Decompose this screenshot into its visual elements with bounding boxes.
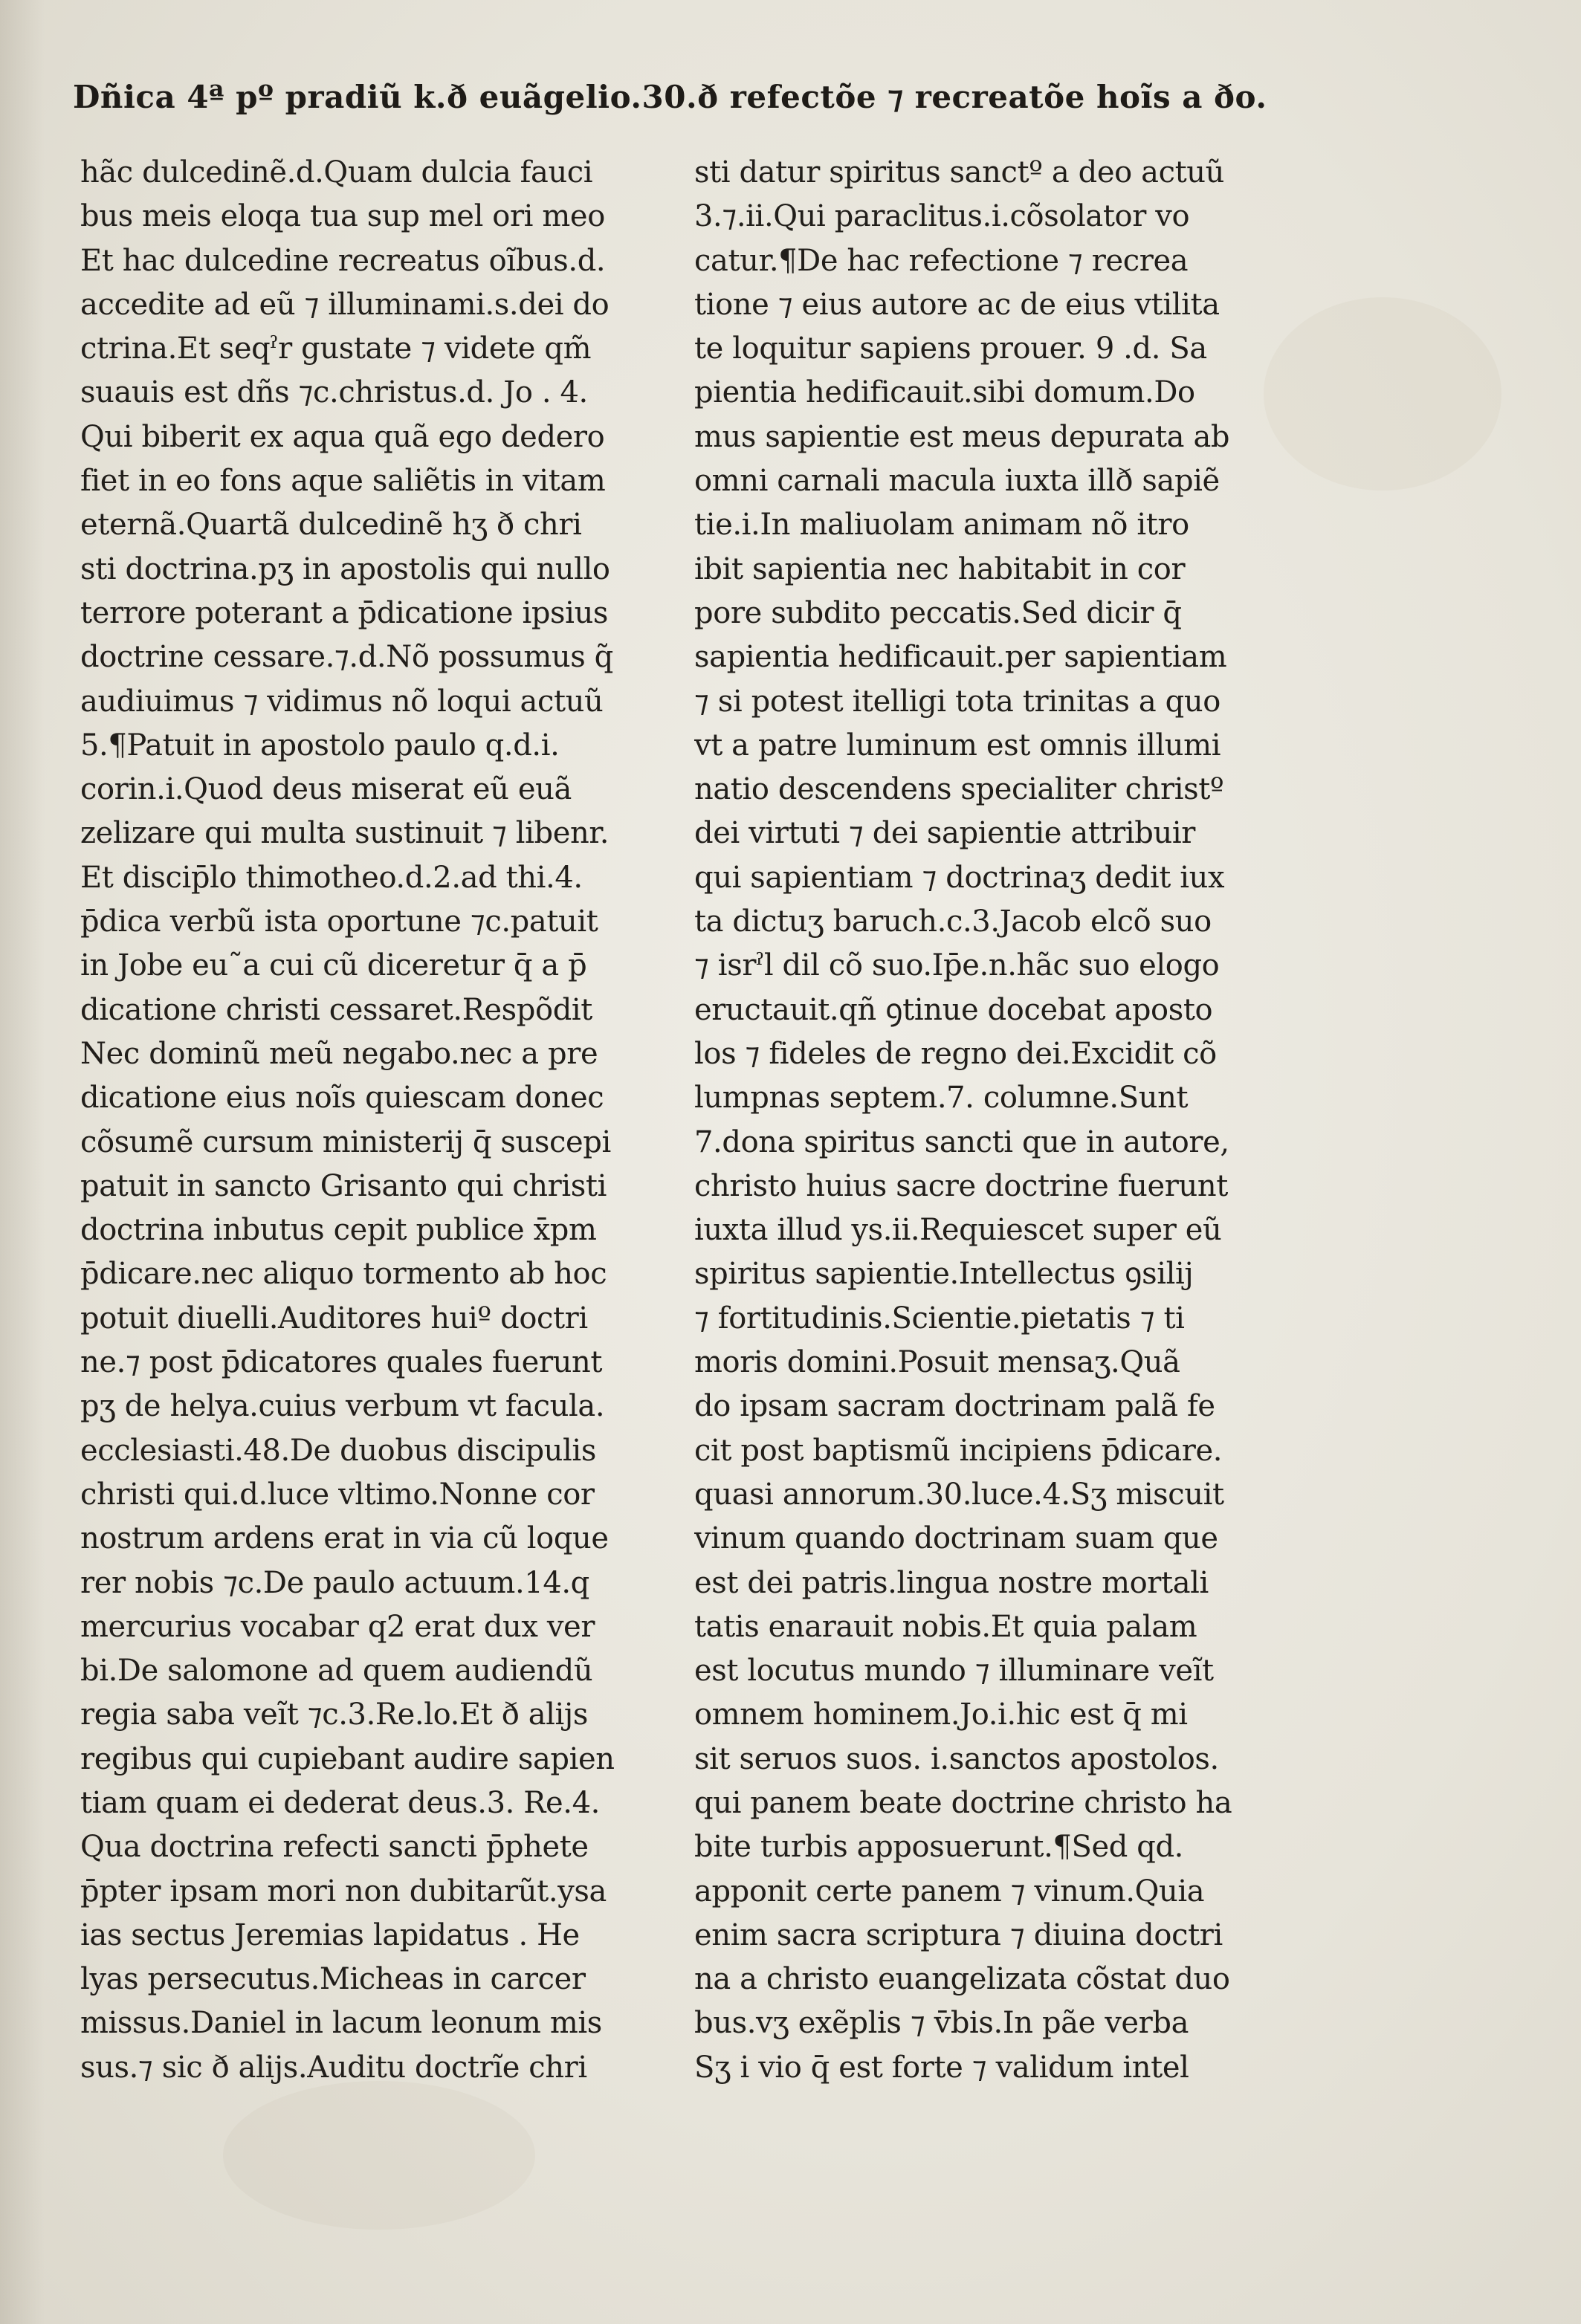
text-line: 7.dona spiritus sancti que in autore, xyxy=(694,1124,1229,1159)
text-line: bus.vʒ exẽplis ⁊ v̄bis.In pãe verba xyxy=(694,2006,1189,2041)
text-line: corin.i.Quod deus miserat eũ euã xyxy=(80,772,572,807)
text-line: ⁊ si potest itelligi tota trinitas a quo xyxy=(694,684,1220,719)
text-line: 5.¶Patuit in apostolo paulo q.d.i. xyxy=(80,728,560,763)
text-line: moris domini.Posuit mensaʒ.Quã xyxy=(694,1345,1180,1380)
text-line: rer nobis ⁊c.De paulo actuum.14.q xyxy=(80,1565,589,1600)
text-line: enim sacra scriptura ⁊ diuina doctri xyxy=(694,1917,1223,1952)
text-line: omni carnali macula iuxta illð sapiẽ xyxy=(694,464,1220,499)
text-line: regia saba veĩt ⁊c.3.Re.lo.Et ð alijs xyxy=(80,1697,589,1732)
text-line: dicatione christi cessaret.Respõdit xyxy=(80,992,592,1027)
text-line: eternã.Quartã dulcedinẽ hʒ ð chri xyxy=(80,508,582,543)
text-line: audiuimus ⁊ vidimus nõ loqui actuũ xyxy=(80,684,604,719)
text-line: terrore poterant a p̄dicatione ipsius xyxy=(80,595,609,630)
text-line: te loquitur sapiens prouer. 9 .d. Sa xyxy=(694,331,1207,366)
text-line: spiritus sapientie.Intellectus ꝯsilij xyxy=(694,1257,1194,1292)
text-line: lumpnas septem.7. columne.Sunt xyxy=(694,1081,1189,1116)
text-column-right xyxy=(694,151,1259,2090)
text-line: ⁊ isrˀl dil cõ suo.Ip̄e.n.hãc suo elogo xyxy=(694,948,1220,983)
text-line: Qui biberit ex aqua quã ego dedero xyxy=(80,419,605,454)
text-line: eructauit.qñ ꝯtinue docebat aposto xyxy=(694,992,1213,1027)
text-line: Nec dominũ meũ negabo.nec a pre xyxy=(80,1036,598,1071)
text-line: ⁊ fortitudinis.Scientie.pietatis ⁊ ti xyxy=(694,1301,1185,1336)
text-line: pʒ de helya.cuius verbum vt facula. xyxy=(80,1389,605,1424)
text-line: in Jobe eu˜a cui cũ diceretur q̄ a p̄ xyxy=(80,948,587,983)
text-line: 3.⁊.ii.Qui paraclitus.i.cõsolator vo xyxy=(694,199,1190,234)
text-line: dicatione eius noĩs quiescam donec xyxy=(80,1081,604,1116)
text-line: est locutus mundo ⁊ illuminare veĩt xyxy=(694,1654,1214,1689)
text-line: bus meis eloqa tua sup mel ori meo xyxy=(80,199,605,234)
text-column-left xyxy=(80,151,645,2090)
text-line: christo huius sacre doctrine fuerunt xyxy=(694,1168,1228,1203)
text-line: ta dictuʒ baruch.c.3.Jacob elcõ suo xyxy=(694,904,1212,939)
text-line: cit post baptismũ incipiens p̄dicare. xyxy=(694,1433,1223,1468)
text-line: sit seruos suos. i.sanctos apostolos. xyxy=(694,1741,1219,1776)
text-line: tatis enarauit nobis.Et quia palam xyxy=(694,1609,1197,1644)
paper-stain xyxy=(223,2081,535,2230)
text-line: omnem hominem.Jo.i.hic est q̄ mi xyxy=(694,1697,1188,1732)
text-line: hãc dulcedinẽ.d.Quam dulcia fauci xyxy=(80,155,593,190)
text-line: ne.⁊ post p̄dicatores quales fuerunt xyxy=(80,1345,603,1380)
text-line: natio descendens specialiter christº xyxy=(694,772,1224,807)
text-line: bi.De salomone ad quem audiendũ xyxy=(80,1654,593,1689)
text-line: pore subdito peccatis.Sed dicir q̄ xyxy=(694,595,1182,630)
text-line: vinum quando doctrinam suam que xyxy=(694,1521,1218,1556)
text-line: fiet in eo fons aque saliẽtis in vitam xyxy=(80,464,606,499)
text-line: regibus qui cupiebant audire sapien xyxy=(80,1741,615,1776)
text-line: na a christo euangelizata cõstat duo xyxy=(694,1962,1230,1997)
text-line: zelizare qui multa sustinuit ⁊ libenr. xyxy=(80,816,610,851)
text-line: p̄pter ipsam mori non dubitarũt.ysa xyxy=(80,1874,607,1909)
text-line: accedite ad eũ ⁊ illuminami.s.dei do xyxy=(80,287,610,322)
text-line: suauis est dñs ⁊c.christus.d. Jo . 4. xyxy=(80,375,588,410)
text-line: nostrum ardens erat in via cũ loque xyxy=(80,1521,609,1556)
text-line: tie.i.In maliuolam animam nõ itro xyxy=(694,508,1189,543)
text-line: tiam quam ei dederat deus.3. Re.4. xyxy=(80,1785,600,1820)
text-line: ecclesiasti.48.De duobus discipulis xyxy=(80,1433,596,1468)
text-line: ctrina.Et seqˀr gustate ⁊ videte qm̃ xyxy=(80,331,592,366)
text-line: ias sectus Jeremias lapidatus . He xyxy=(80,1917,580,1952)
page-gutter-shadow xyxy=(0,0,45,2324)
text-line: potuit diuelli.Auditores huiº doctri xyxy=(80,1301,588,1336)
text-line: doctrina inbutus cepit publice x̄pm xyxy=(80,1213,597,1248)
text-line: Et hac dulcedine recreatus oĩbus.d. xyxy=(80,243,606,278)
text-line: lyas persecutus.Micheas in carcer xyxy=(80,1962,586,1997)
text-line: mus sapientie est meus depurata ab xyxy=(694,419,1230,454)
text-line: apponit certe panem ⁊ vinum.Quia xyxy=(694,1874,1205,1909)
text-line: p̄dicare.nec aliquo tormento ab hoc xyxy=(80,1257,607,1292)
text-line: missus.Daniel in lacum leonum mis xyxy=(80,2006,602,2041)
text-line: quasi annorum.30.luce.4.Sʒ miscuit xyxy=(694,1477,1224,1512)
text-line: los ⁊ fideles de regno dei.Excidit cõ xyxy=(694,1036,1217,1071)
text-line: sti datur spiritus sanctº a deo actuũ xyxy=(694,155,1224,190)
text-line: sapientia hedificauit.per sapientiam xyxy=(694,640,1227,675)
text-line: christi qui.d.luce vltimo.Nonne cor xyxy=(80,1477,595,1512)
text-line: patuit in sancto Grisanto qui christi xyxy=(80,1168,607,1203)
text-line: sus.⁊ sic ð alijs.Auditu doctrĩe chri xyxy=(80,2050,587,2085)
text-line: catur.¶De hac refectione ⁊ recrea xyxy=(694,243,1189,278)
text-line: p̄dica verbũ ista oportune ⁊c.patuit xyxy=(80,904,598,939)
paper-stain xyxy=(1264,297,1501,491)
text-line: Sʒ i vio q̄ est forte ⁊ validum intel xyxy=(694,2050,1189,2085)
running-head: Dñica 4ª pº pradiũ k.ð euãgelio.30.ð refectõe ⁊ recreatõe hoĩs a ðo. xyxy=(73,79,1267,115)
text-line: dei virtuti ⁊ dei sapientie attribuir xyxy=(694,816,1195,851)
text-line: iuxta illud ys.ii.Requiescet super eũ xyxy=(694,1213,1222,1248)
text-line: ibit sapientia nec habitabit in cor xyxy=(694,551,1186,586)
text-line: vt a patre luminum est omnis illumi xyxy=(694,728,1221,763)
text-line: mercurius vocabar q2 erat dux ver xyxy=(80,1609,595,1644)
text-line: bite turbis apposuerunt.¶Sed qd. xyxy=(694,1830,1183,1865)
text-line: qui sapientiam ⁊ doctrinaʒ dedit iux xyxy=(694,860,1225,895)
text-line: tione ⁊ eius autore ac de eius vtilita xyxy=(694,287,1220,322)
text-line: pientia hedificauit.sibi domum.Do xyxy=(694,375,1195,410)
text-line: sti doctrina.pʒ in apostolis qui nullo xyxy=(80,551,610,586)
text-line: qui panem beate doctrine christo ha xyxy=(694,1785,1232,1820)
text-line: cõsumẽ cursum ministerij q̄ suscepi xyxy=(80,1124,611,1159)
text-line: Qua doctrina refecti sancti p̄phete xyxy=(80,1830,589,1865)
text-line: Et discip̄lo thimotheo.d.2.ad thi.4. xyxy=(80,860,583,895)
text-line: doctrine cessare.⁊.d.Nõ possumus q̃ xyxy=(80,640,613,675)
text-line: est dei patris.lingua nostre mortali xyxy=(694,1565,1209,1600)
text-line: do ipsam sacram doctrinam palã fe xyxy=(694,1389,1215,1424)
